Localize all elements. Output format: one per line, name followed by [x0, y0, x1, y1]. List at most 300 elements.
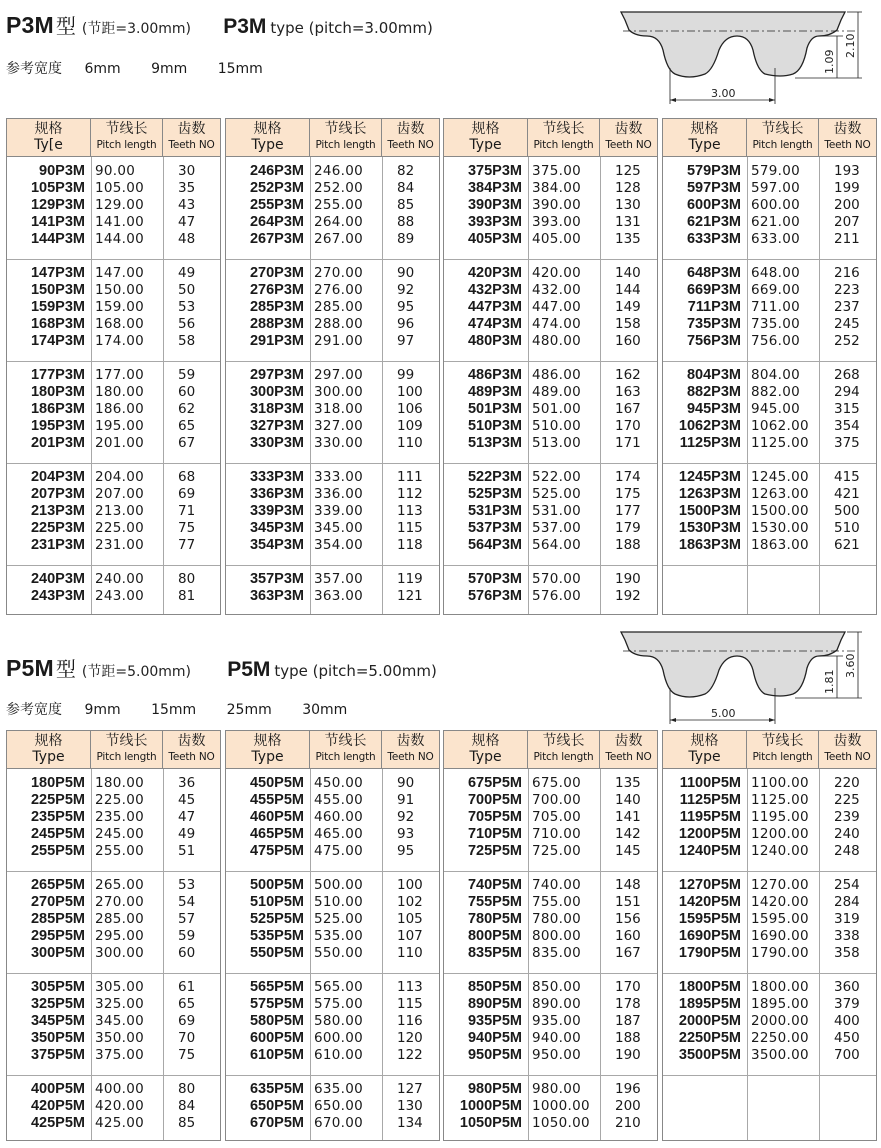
teeth-count: 69	[178, 1013, 196, 1029]
table-row	[226, 265, 439, 282]
teeth-count: 128	[615, 180, 641, 196]
table-row	[663, 911, 876, 928]
belt-type: 1000P5M	[459, 1098, 522, 1114]
belt-type: 940P5M	[467, 1030, 522, 1046]
teeth-count: 36	[178, 775, 196, 791]
header-teeth-en: Teeth NO	[824, 139, 871, 151]
table-row	[444, 401, 657, 418]
p3m-table-4	[662, 118, 877, 615]
p3m-table-3	[443, 118, 658, 615]
pitch-length: 180.00	[95, 384, 145, 400]
teeth-count: 151	[615, 894, 641, 910]
teeth-count: 223	[834, 282, 860, 298]
belt-type: 147P3M	[30, 265, 85, 281]
belt-type: 225P5M	[30, 792, 85, 808]
header-teeth-cn: 齿数	[614, 733, 643, 749]
table-row	[7, 894, 220, 911]
belt-type: 835P5M	[467, 945, 522, 961]
table-row	[444, 503, 657, 520]
belt-type: 420P3M	[467, 265, 522, 281]
table-row	[226, 826, 439, 843]
pitch-length: 405.00	[532, 231, 582, 247]
table-row	[226, 299, 439, 316]
teeth-count: 338	[834, 928, 860, 944]
header-type-cn: 规格	[34, 733, 63, 749]
teeth-count: 225	[834, 792, 860, 808]
teeth-count: 120	[397, 1030, 423, 1046]
table-row	[7, 299, 220, 316]
header-type	[226, 731, 310, 769]
teeth-count: 130	[397, 1098, 423, 1114]
belt-type: 675P5M	[467, 775, 522, 791]
header-pitch-length-cn: 节线长	[761, 733, 804, 749]
group-divider	[444, 871, 657, 872]
pitch-length: 336.00	[314, 486, 364, 502]
pitch-length: 850.00	[532, 979, 582, 995]
belt-type: 186P3M	[30, 401, 85, 417]
table-row	[226, 1115, 439, 1132]
belt-type: 333P3M	[249, 469, 304, 485]
p5m-width-4: 30mm	[302, 702, 348, 718]
belt-type: 159P3M	[30, 299, 85, 315]
pitch-length: 105.00	[95, 180, 145, 196]
table-row	[663, 537, 876, 554]
pitch-length: 330.00	[314, 435, 364, 451]
table-row	[444, 996, 657, 1013]
table-row	[663, 333, 876, 350]
table-row	[663, 265, 876, 282]
table-row	[663, 384, 876, 401]
header-pitch-length-cn: 节线长	[324, 733, 367, 749]
header-type-cn: 规格	[253, 733, 282, 749]
pitch-length: 297.00	[314, 367, 364, 383]
header-teeth	[819, 731, 876, 769]
header-teeth-cn: 齿数	[177, 733, 206, 749]
p3m-title-pitch-cn: (节距=3.00mm)	[81, 21, 192, 37]
pitch-length: 756.00	[751, 333, 801, 349]
teeth-count: 92	[397, 809, 415, 825]
teeth-count: 100	[397, 877, 423, 893]
header-type-cn: 规格	[34, 121, 63, 137]
group-divider	[7, 259, 220, 260]
table-row	[444, 894, 657, 911]
belt-type: 475P5M	[249, 843, 304, 859]
belt-type: 525P5M	[249, 911, 304, 927]
pitch-length: 835.00	[532, 945, 582, 961]
belt-type: 357P3M	[249, 571, 304, 587]
belt-type: 270P5M	[30, 894, 85, 910]
pitch-length: 610.00	[314, 1047, 364, 1063]
table-row	[226, 1013, 439, 1030]
pitch-length: 255.00	[314, 197, 364, 213]
belt-type: 276P3M	[249, 282, 304, 298]
header-teeth	[600, 119, 657, 157]
table-row	[7, 418, 220, 435]
pitch-length: 455.00	[314, 792, 364, 808]
teeth-count: 45	[178, 792, 196, 808]
belt-type: 168P3M	[30, 316, 85, 332]
pitch-length: 447.00	[532, 299, 582, 315]
group-divider	[663, 361, 876, 362]
header-teeth-cn: 齿数	[396, 121, 425, 137]
belt-type: 700P5M	[467, 792, 522, 808]
teeth-count: 210	[615, 1115, 641, 1131]
pitch-length: 327.00	[314, 418, 364, 434]
table-row	[663, 792, 876, 809]
group-divider	[7, 973, 220, 974]
group-divider	[444, 973, 657, 974]
teeth-count: 100	[397, 384, 423, 400]
teeth-count: 200	[615, 1098, 641, 1114]
teeth-count: 179	[615, 520, 641, 536]
pitch-length: 1125.00	[751, 435, 809, 451]
belt-type: 235P5M	[30, 809, 85, 825]
header-teeth	[163, 731, 220, 769]
table-row	[663, 809, 876, 826]
p3m-title-model: P3M	[6, 12, 54, 38]
header-teeth-cn: 齿数	[177, 121, 206, 137]
table-row	[7, 435, 220, 452]
pitch-length: 550.00	[314, 945, 364, 961]
pitch-length: 800.00	[532, 928, 582, 944]
teeth-count: 190	[615, 1047, 641, 1063]
group-divider	[663, 871, 876, 872]
teeth-count: 89	[397, 231, 415, 247]
p3m-title	[6, 10, 433, 39]
belt-type: 144P3M	[30, 231, 85, 247]
p3m-table-2	[225, 118, 440, 615]
table-row	[663, 520, 876, 537]
group-divider	[226, 871, 439, 872]
belt-type: 354P3M	[249, 537, 304, 553]
teeth-count: 115	[397, 520, 423, 536]
teeth-count: 171	[615, 435, 641, 451]
p5m-widths	[6, 699, 373, 719]
pitch-length: 1690.00	[751, 928, 809, 944]
table-row	[226, 588, 439, 605]
pitch-length: 1263.00	[751, 486, 809, 502]
group-divider	[226, 361, 439, 362]
teeth-count: 240	[834, 826, 860, 842]
table-row	[663, 163, 876, 180]
belt-type: 576P3M	[467, 588, 522, 604]
pitch-length: 1790.00	[751, 945, 809, 961]
header-type	[7, 731, 91, 769]
belt-type: 305P5M	[30, 979, 85, 995]
pitch-length: 245.00	[95, 826, 145, 842]
table-row	[444, 571, 657, 588]
header-pitch-length	[747, 731, 819, 769]
teeth-count: 379	[834, 996, 860, 1012]
header-type-cn: 规格	[690, 733, 719, 749]
pitch-length: 1200.00	[751, 826, 809, 842]
pitch-length: 267.00	[314, 231, 364, 247]
table-row	[226, 1098, 439, 1115]
table-row	[444, 282, 657, 299]
belt-type: 531P3M	[467, 503, 522, 519]
header-type-cn: 规格	[471, 733, 500, 749]
belt-type: 580P5M	[249, 1013, 304, 1029]
teeth-count: 170	[615, 418, 641, 434]
pitch-length: 537.00	[532, 520, 582, 536]
group-divider	[663, 463, 876, 464]
teeth-count: 167	[615, 401, 641, 417]
table-row	[444, 163, 657, 180]
p3m-width-3: 15mm	[217, 61, 263, 77]
pitch-length: 725.00	[532, 843, 582, 859]
p3m-belt-profile	[621, 12, 845, 77]
teeth-count: 62	[178, 401, 196, 417]
header-teeth-en: Teeth NO	[168, 751, 215, 763]
belt-type: 129P3M	[30, 197, 85, 213]
teeth-count: 60	[178, 384, 196, 400]
teeth-count: 75	[178, 520, 196, 536]
table-row	[7, 911, 220, 928]
pitch-length: 305.00	[95, 979, 145, 995]
table-row	[444, 775, 657, 792]
teeth-count: 177	[615, 503, 641, 519]
table-row	[226, 401, 439, 418]
teeth-count: 510	[834, 520, 860, 536]
p5m-title-en-rest: type (pitch=5.00mm)	[274, 662, 437, 680]
table-row	[444, 333, 657, 350]
belt-type: 1125P5M	[679, 792, 741, 808]
teeth-count: 80	[178, 571, 196, 587]
header-pitch-length-en: Pitch length	[752, 751, 813, 763]
table-row	[444, 418, 657, 435]
belt-type: 669P3M	[686, 282, 741, 298]
pitch-length: 575.00	[314, 996, 364, 1012]
table-row	[663, 1047, 876, 1064]
header-pitch-length	[528, 119, 600, 157]
teeth-count: 196	[615, 1081, 641, 1097]
table-row	[226, 503, 439, 520]
pitch-length: 363.00	[314, 588, 364, 604]
teeth-count: 65	[178, 418, 196, 434]
p5m-title-model: P5M	[6, 655, 54, 681]
belt-type: 270P3M	[249, 265, 304, 281]
belt-type: 1263P3M	[678, 486, 741, 502]
teeth-count: 57	[178, 911, 196, 927]
p3m-belt-profile-diagram	[615, 8, 865, 108]
teeth-count: 68	[178, 469, 196, 485]
belt-type: 2000P5M	[678, 1013, 741, 1029]
belt-type: 288P3M	[249, 316, 304, 332]
table-row	[444, 1098, 657, 1115]
teeth-count: 91	[397, 792, 415, 808]
table-row	[226, 911, 439, 928]
p5m-title-suffix: 型	[55, 657, 76, 681]
pitch-length: 168.00	[95, 316, 145, 332]
teeth-count: 54	[178, 894, 196, 910]
table-row	[444, 435, 657, 452]
belt-type: 295P5M	[30, 928, 85, 944]
p5m-belt-profile-diagram	[615, 628, 865, 728]
table-row	[7, 588, 220, 605]
pitch-length: 1500.00	[751, 503, 809, 519]
teeth-count: 163	[615, 384, 641, 400]
belt-type: 621P3M	[686, 214, 741, 230]
header-pitch-length-cn: 节线长	[324, 121, 367, 137]
teeth-count: 88	[397, 214, 415, 230]
table-row	[663, 486, 876, 503]
belt-type: 345P5M	[30, 1013, 85, 1029]
belt-type: 225P3M	[30, 520, 85, 536]
table-row	[7, 180, 220, 197]
teeth-count: 30	[178, 163, 196, 179]
header-type-en: Type	[469, 749, 502, 765]
header-teeth	[382, 731, 439, 769]
belt-type: 150P3M	[30, 282, 85, 298]
belt-type: 3500P5M	[678, 1047, 741, 1063]
table-row	[444, 197, 657, 214]
header-teeth	[163, 119, 220, 157]
pitch-length: 501.00	[532, 401, 582, 417]
pitch-length: 2000.00	[751, 1013, 809, 1029]
teeth-count: 90	[397, 265, 415, 281]
belt-type: 525P3M	[467, 486, 522, 502]
header-teeth	[819, 119, 876, 157]
pitch-length: 186.00	[95, 401, 145, 417]
teeth-count: 125	[615, 163, 641, 179]
pitch-length: 890.00	[532, 996, 582, 1012]
teeth-count: 65	[178, 996, 196, 1012]
pitch-length: 225.00	[95, 520, 145, 536]
header-teeth-en: Teeth NO	[605, 751, 652, 763]
p3m-title-suffix: 型	[55, 14, 76, 38]
p5m-title-pitch-cn: (节距=5.00mm)	[81, 664, 192, 680]
pitch-length: 213.00	[95, 503, 145, 519]
table-row	[7, 1030, 220, 1047]
teeth-count: 149	[615, 299, 641, 315]
pitch-length: 295.00	[95, 928, 145, 944]
belt-type: 537P3M	[467, 520, 522, 536]
teeth-count: 121	[397, 588, 423, 604]
pitch-length: 945.00	[751, 401, 801, 417]
teeth-count: 142	[615, 826, 641, 842]
belt-type: 597P3M	[686, 180, 741, 196]
belt-type: 480P3M	[467, 333, 522, 349]
belt-type: 204P3M	[30, 469, 85, 485]
belt-type: 350P5M	[30, 1030, 85, 1046]
table-header	[7, 119, 220, 157]
pitch-length: 576.00	[532, 588, 582, 604]
teeth-count: 294	[834, 384, 860, 400]
table-row	[226, 316, 439, 333]
belt-type: 336P3M	[249, 486, 304, 502]
teeth-count: 85	[397, 197, 415, 213]
belt-type: 1420P5M	[678, 894, 741, 910]
belt-type: 1195P5M	[679, 809, 741, 825]
pitch-length: 597.00	[751, 180, 801, 196]
p5m-table-4	[662, 730, 877, 1141]
table-row	[226, 384, 439, 401]
header-pitch-length	[91, 731, 163, 769]
belt-type: 291P3M	[249, 333, 304, 349]
teeth-count: 354	[834, 418, 860, 434]
teeth-count: 58	[178, 333, 196, 349]
belt-type: 264P3M	[249, 214, 304, 230]
header-type	[663, 119, 747, 157]
pitch-length: 255.00	[95, 843, 145, 859]
table-row	[7, 571, 220, 588]
header-teeth-cn: 齿数	[833, 733, 862, 749]
table-row	[663, 282, 876, 299]
p3m-widths	[6, 58, 289, 78]
belt-type: 460P5M	[249, 809, 304, 825]
p5m-table-1	[6, 730, 221, 1141]
teeth-count: 96	[397, 316, 415, 332]
pitch-length: 333.00	[314, 469, 364, 485]
belt-type: 535P5M	[249, 928, 304, 944]
teeth-count: 47	[178, 809, 196, 825]
belt-type: 390P3M	[467, 197, 522, 213]
table-row	[444, 928, 657, 945]
belt-type: 363P3M	[249, 588, 304, 604]
teeth-count: 99	[397, 367, 415, 383]
header-teeth-cn: 齿数	[614, 121, 643, 137]
belt-type: 245P5M	[30, 826, 85, 842]
table-row	[7, 163, 220, 180]
teeth-count: 170	[615, 979, 641, 995]
belt-type: 1895P5M	[678, 996, 741, 1012]
table-row	[663, 435, 876, 452]
teeth-count: 158	[615, 316, 641, 332]
pitch-length: 735.00	[751, 316, 801, 332]
teeth-count: 90	[397, 775, 415, 791]
group-divider	[663, 1075, 876, 1076]
table-row	[444, 1047, 657, 1064]
table-row	[7, 401, 220, 418]
table-row	[226, 537, 439, 554]
belt-type: 648P3M	[686, 265, 741, 281]
table-row	[226, 928, 439, 945]
table-row	[7, 214, 220, 231]
belt-type: 1863P3M	[678, 537, 741, 553]
header-type-cn: 规格	[690, 121, 719, 137]
belt-type: 455P5M	[249, 792, 304, 808]
pitch-length: 285.00	[314, 299, 364, 315]
header-pitch-length-en: Pitch length	[315, 751, 376, 763]
pitch-length: 1125.00	[751, 792, 809, 808]
table-row	[663, 979, 876, 996]
teeth-count: 700	[834, 1047, 860, 1063]
table-row	[226, 435, 439, 452]
header-pitch-length-cn: 节线长	[542, 733, 585, 749]
teeth-count: 84	[397, 180, 415, 196]
teeth-count: 192	[615, 588, 641, 604]
teeth-count: 160	[615, 928, 641, 944]
pitch-length: 600.00	[314, 1030, 364, 1046]
teeth-count: 35	[178, 180, 196, 196]
table-row	[444, 945, 657, 962]
p5m-section	[0, 615, 881, 1148]
group-divider	[7, 565, 220, 566]
belt-type: 670P5M	[249, 1115, 304, 1131]
belt-type: 90P3M	[39, 163, 85, 179]
pitch-length: 147.00	[95, 265, 145, 281]
table-row	[444, 809, 657, 826]
teeth-count: 140	[615, 792, 641, 808]
belt-type: 710P5M	[467, 826, 522, 842]
header-pitch-length-cn: 节线长	[105, 733, 148, 749]
group-divider	[226, 463, 439, 464]
teeth-count: 50	[178, 282, 196, 298]
pitch-length: 465.00	[314, 826, 364, 842]
p5m-dim-arrow-right	[769, 718, 775, 722]
table-row	[226, 163, 439, 180]
pitch-length: 300.00	[95, 945, 145, 961]
